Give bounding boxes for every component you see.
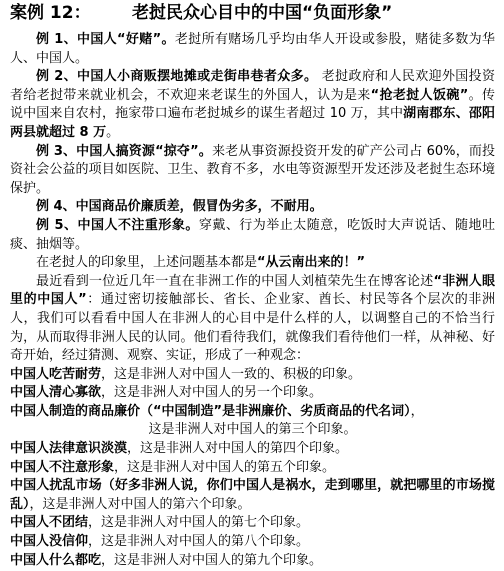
impression-9-bold: 中国人什么都吃 <box>10 552 102 568</box>
summary-text: 在老挝人的印象里，上述问题基本都是 <box>36 255 258 271</box>
impression-6-bold: 中国人扰乱市场（好多非洲人说，你们中国人是祸水，走到哪里，就把哪里的市场搅乱） <box>10 478 495 512</box>
example-1-body: 老挝所有赌场几乎均由华人开设或参股，赌徒多数为华人、中国人。 <box>10 32 495 66</box>
impression-1 <box>10 366 495 385</box>
impression-2-text: ，这是非洲人对中国人的另一个印象。 <box>101 385 323 401</box>
impression-7 <box>10 514 495 533</box>
impression-3 <box>10 403 495 422</box>
example-3-body: 来老从事资源投资开发的矿产公司占 60%，而投资社会公益的项目如医院、卫生、教育不多，水电等资源型开发还涉及老挝生态环境保护。 <box>10 143 495 196</box>
impression-1-bold: 中国人吃苦耐劳 <box>10 366 102 382</box>
impression-3-continued <box>10 421 495 440</box>
impression-5 <box>10 459 495 478</box>
impression-5-bold: 中国人不注意形象 <box>10 459 115 475</box>
case-heading <box>10 4 495 30</box>
example-4-lead: 例 4、中国商品价廉质差，假冒伪劣多，不耐用。 <box>36 199 323 215</box>
intro-text-b: ：通过密切接触部长、省长、企业家、酋长、村民等各个层次的非洲人，我们可以看看中国人在非洲人的心目中是什么样的人，以调整自己的不恰当行为，从而取得非洲人民的认同。他们看待我们，就像我们看待他们一样，从神秘、好奇开始，经过猜测、观察、实证，形成了一种观念： <box>10 292 495 364</box>
impression-9 <box>10 552 495 571</box>
example-2-body-b: 。传说中国来自农村，拖家带口遍布老挝城乡的谋生者超过 10 万，其中 <box>10 87 495 122</box>
example-2 <box>10 68 495 142</box>
impression-4-bold: 中国人法律意识淡漠 <box>10 441 128 457</box>
example-2-lead: 例 2、中国人小商贩摆地摊或走街串巷者众多。 <box>36 69 318 85</box>
impression-8-text: ，这是非洲人对中国人的第八个印象。 <box>88 534 310 550</box>
impression-7-text: ，这是非洲人对中国人的第七个印象。 <box>88 515 310 531</box>
impression-2 <box>10 384 495 403</box>
example-4 <box>10 198 495 217</box>
example-5-body: 穿戴、行为举止太随意，吃饭时大声说话、随地吐痰、抽烟等。 <box>10 217 495 252</box>
example-5-lead: 例 5、中国人不注重形象。 <box>36 217 199 233</box>
summary-paragraph <box>10 254 495 273</box>
impression-6-text: ，这是非洲人对中国人的第六个印象。 <box>29 496 251 512</box>
impression-4-text: ，这是非洲人对中国人的第四个印象。 <box>127 441 349 457</box>
example-3-lead: 例 3、中国人搞资源“掠夺”。 <box>36 143 212 159</box>
example-1-lead: 例 1、中国人“好赌”。 <box>36 32 175 47</box>
impression-5-text: ，这是非洲人对中国人的第五个印象。 <box>114 459 336 475</box>
example-2-bold-a: “抢老挝人饭碗” <box>370 87 469 103</box>
impression-9-text: ，这是非洲人对中国人的第九个印象。 <box>101 552 323 568</box>
impression-2-bold: 中国人清心寡欲 <box>10 385 102 401</box>
case-title: 老挝民众心目中的中国“负面形象” <box>132 3 393 23</box>
example-1 <box>10 31 495 68</box>
impression-1-text: ，这是非洲人对中国人一致的、积极的印象。 <box>101 366 362 382</box>
intro-text-a: 最近看到一位近几年一直在非洲工作的中国人刘植荣先生在博客论述 <box>36 273 434 289</box>
impression-8 <box>10 533 495 552</box>
impression-3-text2: 这是非洲人对中国人的第三个印象。 <box>148 422 357 438</box>
impression-7-bold: 中国人不团结 <box>10 515 89 531</box>
impression-6 <box>10 477 495 514</box>
example-3 <box>10 143 495 199</box>
impression-8-bold: 中国人没信仰 <box>10 534 89 550</box>
summary-bold: “从云南出来的！” <box>257 255 366 271</box>
impression-3-bold: 中国人制造的商品廉价（“中国制造”是非洲廉价、劣质商品的代名词） <box>10 403 411 419</box>
example-2-bold-b: 湖南郡东、邵阳两县就超过 8 万 <box>10 106 495 140</box>
example-5 <box>10 217 495 254</box>
intro-paragraph <box>10 273 495 366</box>
impression-4 <box>10 440 495 459</box>
impression-3-text: ， <box>410 403 424 419</box>
example-2-body-a: 老挝政府和人民欢迎外国投资者给老挝带来就业机会，不欢迎来老谋生的外国人，认为是来 <box>10 69 495 103</box>
case-number: 案例 12： <box>10 3 91 23</box>
example-2-body-c: 。 <box>106 124 120 140</box>
intro-bold: “非洲人眼里的中国人” <box>10 273 495 308</box>
